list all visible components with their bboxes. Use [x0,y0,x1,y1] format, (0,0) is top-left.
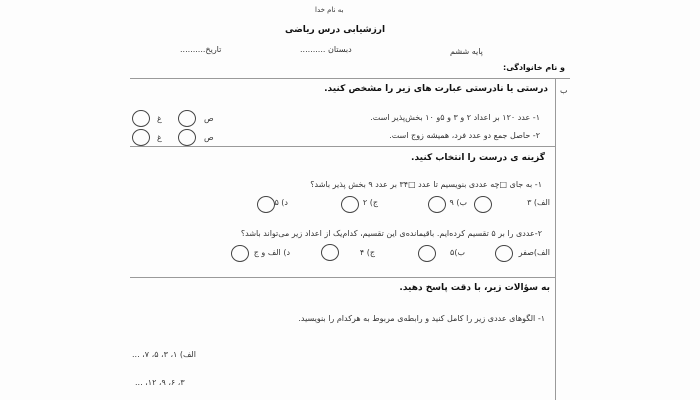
tf-question-2: ۲- حاصل جمع دو عدد فرد، همیشه زوج است. [389,131,540,140]
section1-instruction: درستی یا نادرستی عبارت های زیر را مشخص کنید. [324,84,548,94]
divider [130,78,570,79]
option-a-radio[interactable] [495,245,513,262]
false-label: غ [157,114,162,123]
mc-question-1: ۱- به جای □چه عددی بنویسیم تا عدد □۳۴ بر عدد ۹ بخش پذیر باشد؟ [310,180,542,189]
option-c-radio[interactable] [341,196,359,213]
divider [130,146,555,147]
pattern-question: ۱- الگوهای عددی زیر را کامل کنید و رابطه‌ی مربوط به هرکدام را بنویسید. [298,314,545,323]
false-radio-1[interactable] [132,110,150,127]
true-label: ص [204,133,214,142]
option-b-radio[interactable] [418,245,436,262]
bismillah: به نام خدا [315,6,344,14]
school-field: دبستان .......... [300,45,352,54]
option-c: ج) ۲ [362,198,378,207]
exam-title: ارزشیابی درس ریاضی [285,25,386,35]
mc-question-2: ۲-عددی را بر ۵ تقسیم کرده‌ایم. باقیمانده‌ی این تقسیم، کدام‌یک از اعداد زیر می‌تواند باشد؟ [240,229,542,238]
option-d: د) الف و ج [253,248,290,257]
section3-instruction: به سؤالات زیر، با دقت پاسخ دهید. [399,283,550,293]
grade-label: پایه ششم [450,47,483,56]
option-c-radio[interactable] [321,244,339,261]
section-label: ب [560,86,568,95]
false-label: غ [157,133,162,142]
margin-line [555,78,556,400]
option-a: الف)صفر [518,248,550,257]
option-a: الف) ۳ [527,198,550,207]
true-radio-2[interactable] [178,129,196,146]
option-d-radio[interactable] [231,245,249,262]
section2-instruction: گزینه ی درست را انتخاب کنید. [411,153,545,163]
option-b-radio[interactable] [428,196,446,213]
option-b: ب)۵ [450,248,465,257]
option-d-radio[interactable] [257,196,275,213]
option-a-radio[interactable] [474,196,492,213]
option-c: ج) ۴ [359,248,375,257]
pattern-b: ۳، ۶، ۹، ۱۲، ... [135,378,185,387]
pattern-a: الف) ۱، ۳، ۵، ۷، ... [132,350,196,359]
tf-question-1: ۱- عدد ۱۲۰ بر اعداد ۲ و ۳ و ۵و ۱۰ بخش‌پذیر است. [370,113,540,122]
true-radio-1[interactable] [178,110,196,127]
divider [130,277,555,278]
date-field: تاریخ.......... [180,45,222,54]
option-b: ب) ۹ [449,198,467,207]
name-field: و نام خانوادگی: [503,63,565,72]
option-d: د) ۵ [274,198,288,207]
false-radio-2[interactable] [132,129,150,146]
true-label: ص [204,114,214,123]
